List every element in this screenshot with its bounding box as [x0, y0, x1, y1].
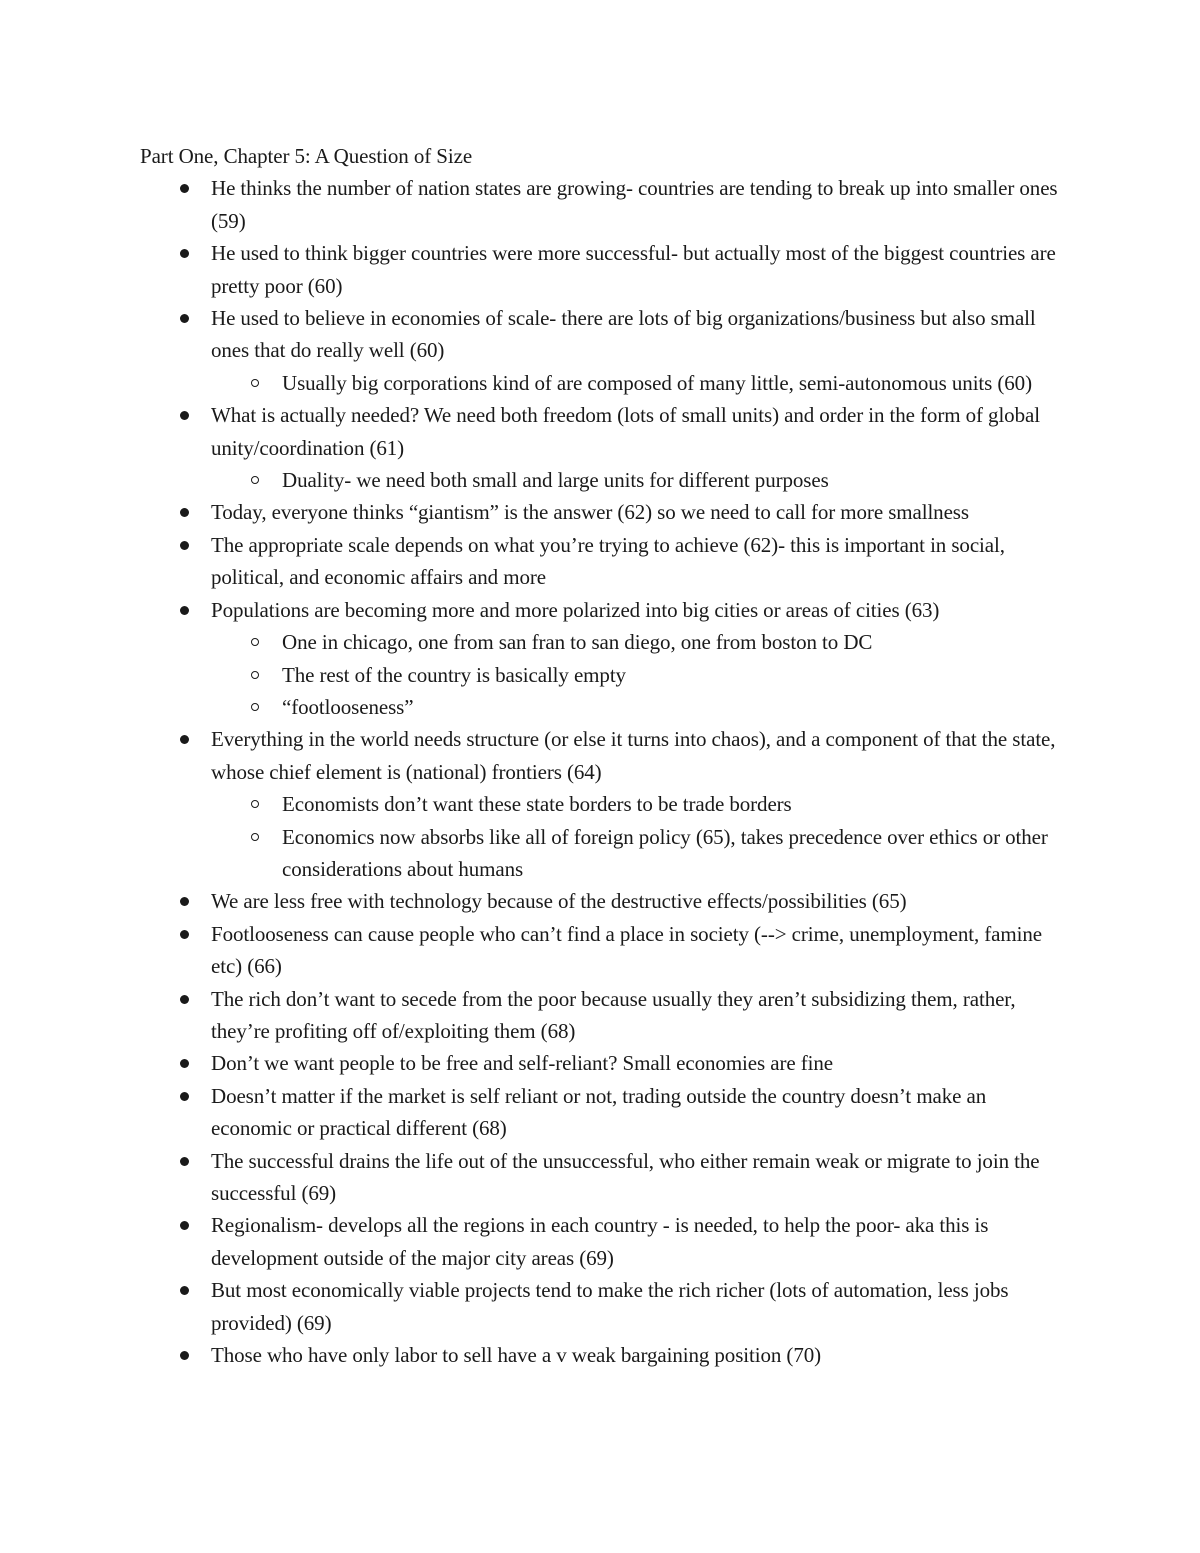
- sub-list: [211, 788, 1065, 885]
- bullet-icon: [180, 411, 189, 420]
- list-item-text: What is actually needed? We need both freedom (lots of small units) and order in the form of global unity/coordination (61): [211, 403, 1040, 460]
- sub-list-item: [211, 464, 1065, 496]
- list-item: [140, 594, 1065, 724]
- list-item: [140, 1047, 1065, 1079]
- bullet-icon: [180, 606, 189, 615]
- sub-list-item-text: One in chicago, one from san fran to san diego, one from boston to DC: [282, 630, 873, 655]
- sub-list: [211, 626, 1065, 723]
- bullet-icon: [180, 735, 189, 744]
- sub-list-item: [211, 626, 1065, 658]
- list-item: [140, 983, 1065, 1048]
- hollow-bullet-icon: [251, 800, 259, 808]
- bullet-icon: [180, 1059, 189, 1068]
- sub-list-item-text: “footlooseness”: [282, 694, 414, 719]
- sub-list-item-text: Economics now absorbs like all of foreign policy (65), takes precedence over ethics or other considerations about humans: [282, 824, 1048, 881]
- bullet-icon: [180, 541, 189, 550]
- list-item: [140, 172, 1065, 237]
- hollow-bullet-icon: [251, 671, 259, 679]
- list-item-text: Populations are becoming more and more polarized into big cities or areas of cities (63): [211, 597, 940, 622]
- sub-list-item-text: The rest of the country is basically empty: [282, 662, 626, 687]
- list-item: [140, 1209, 1065, 1274]
- list-item-text: Doesn’t matter if the market is self reliant or not, trading outside the country doesn’t make an economic or practical different (68): [211, 1083, 987, 1141]
- list-item-text: Everything in the world needs structure (or else it turns into chaos), and a component of that the state, whose chief element is (national) frontiers (64): [211, 727, 1056, 784]
- bullet-list: [140, 172, 1065, 1371]
- sub-list-item-text: Economists don’t want these state borders to be trade borders: [282, 792, 792, 817]
- sub-list-item-text: Usually big corporations kind of are composed of many little, semi-autonomous units (60): [282, 370, 1032, 395]
- list-item-text: The rich don’t want to secede from the poor because usually they aren’t subsidizing them, rather, they’re profiting off of/exploiting them (68): [211, 986, 1016, 1043]
- list-item-text: Footlooseness can cause people who can’t find a place in society (--> crime, unemployment, famine etc) (66): [211, 921, 1042, 979]
- sub-list-item: [211, 367, 1065, 399]
- list-item-text: We are less free with technology because of the destructive effects/possibilities (65): [211, 889, 907, 914]
- list-item: [140, 1080, 1065, 1145]
- bullet-icon: [180, 930, 189, 939]
- list-item-text: The successful drains the life out of the unsuccessful, who either remain weak or migrate to join the successful (69): [211, 1148, 1040, 1205]
- document-title: Part One, Chapter 5: A Question of Size: [140, 144, 473, 168]
- bullet-icon: [180, 1092, 189, 1101]
- list-item: [140, 1339, 1065, 1371]
- sub-list-item: [211, 821, 1065, 886]
- list-item: [140, 885, 1065, 917]
- sub-list-item: [211, 691, 1065, 723]
- bullet-icon: [180, 1351, 189, 1360]
- sub-list: [211, 367, 1065, 399]
- bullet-icon: [180, 184, 189, 193]
- list-item-text: Those who have only labor to sell have a v weak bargaining position (70): [211, 1343, 822, 1368]
- sub-list: [211, 464, 1065, 496]
- bullet-icon: [180, 995, 189, 1004]
- list-item-text: He thinks the number of nation states are growing- countries are tending to break up into smaller ones (59): [211, 176, 1058, 233]
- list-item-text: Today, everyone thinks “giantism” is the answer (62) so we need to call for more smallness: [211, 500, 969, 525]
- list-item-text: He used to believe in economies of scale- there are lots of big organizations/business but also small ones that do really well (60): [211, 306, 1036, 363]
- list-item: [140, 496, 1065, 528]
- sub-list-item: [211, 788, 1065, 820]
- bullet-icon: [180, 1286, 189, 1295]
- hollow-bullet-icon: [251, 703, 259, 711]
- bullet-icon: [180, 1221, 189, 1230]
- bullet-icon: [180, 508, 189, 517]
- list-item-text: The appropriate scale depends on what you’re trying to achieve (62)- this is important in social, political, and economic affairs and more: [211, 532, 1005, 590]
- list-item-text: But most economically viable projects tend to make the rich richer (lots of automation, less jobs provided) (69): [211, 1278, 1009, 1335]
- list-item: [140, 529, 1065, 594]
- hollow-bullet-icon: [251, 476, 259, 484]
- bullet-icon: [180, 314, 189, 323]
- list-item: [140, 302, 1065, 399]
- list-item: [140, 1274, 1065, 1339]
- list-item: [140, 723, 1065, 885]
- list-item: [140, 237, 1065, 302]
- document-body: [140, 140, 1065, 1371]
- hollow-bullet-icon: [251, 638, 259, 646]
- list-item-text: Regionalism- develops all the regions in each country - is needed, to help the poor- aka this is development outside of the major city areas (69): [211, 1213, 989, 1270]
- bullet-icon: [180, 1157, 189, 1166]
- list-item-text: Don’t we want people to be free and self-reliant? Small economies are fine: [211, 1051, 833, 1076]
- bullet-icon: [180, 249, 189, 258]
- sub-list-item-text: Duality- we need both small and large units for different purposes: [282, 468, 829, 493]
- list-item: [140, 918, 1065, 983]
- list-item: [140, 399, 1065, 496]
- sub-list-item: [211, 659, 1065, 691]
- list-item: [140, 1145, 1065, 1210]
- list-item-text: He used to think bigger countries were more successful- but actually most of the biggest countries are pretty poor (60): [211, 241, 1056, 298]
- hollow-bullet-icon: [251, 379, 259, 387]
- bullet-icon: [180, 897, 189, 906]
- hollow-bullet-icon: [251, 833, 259, 841]
